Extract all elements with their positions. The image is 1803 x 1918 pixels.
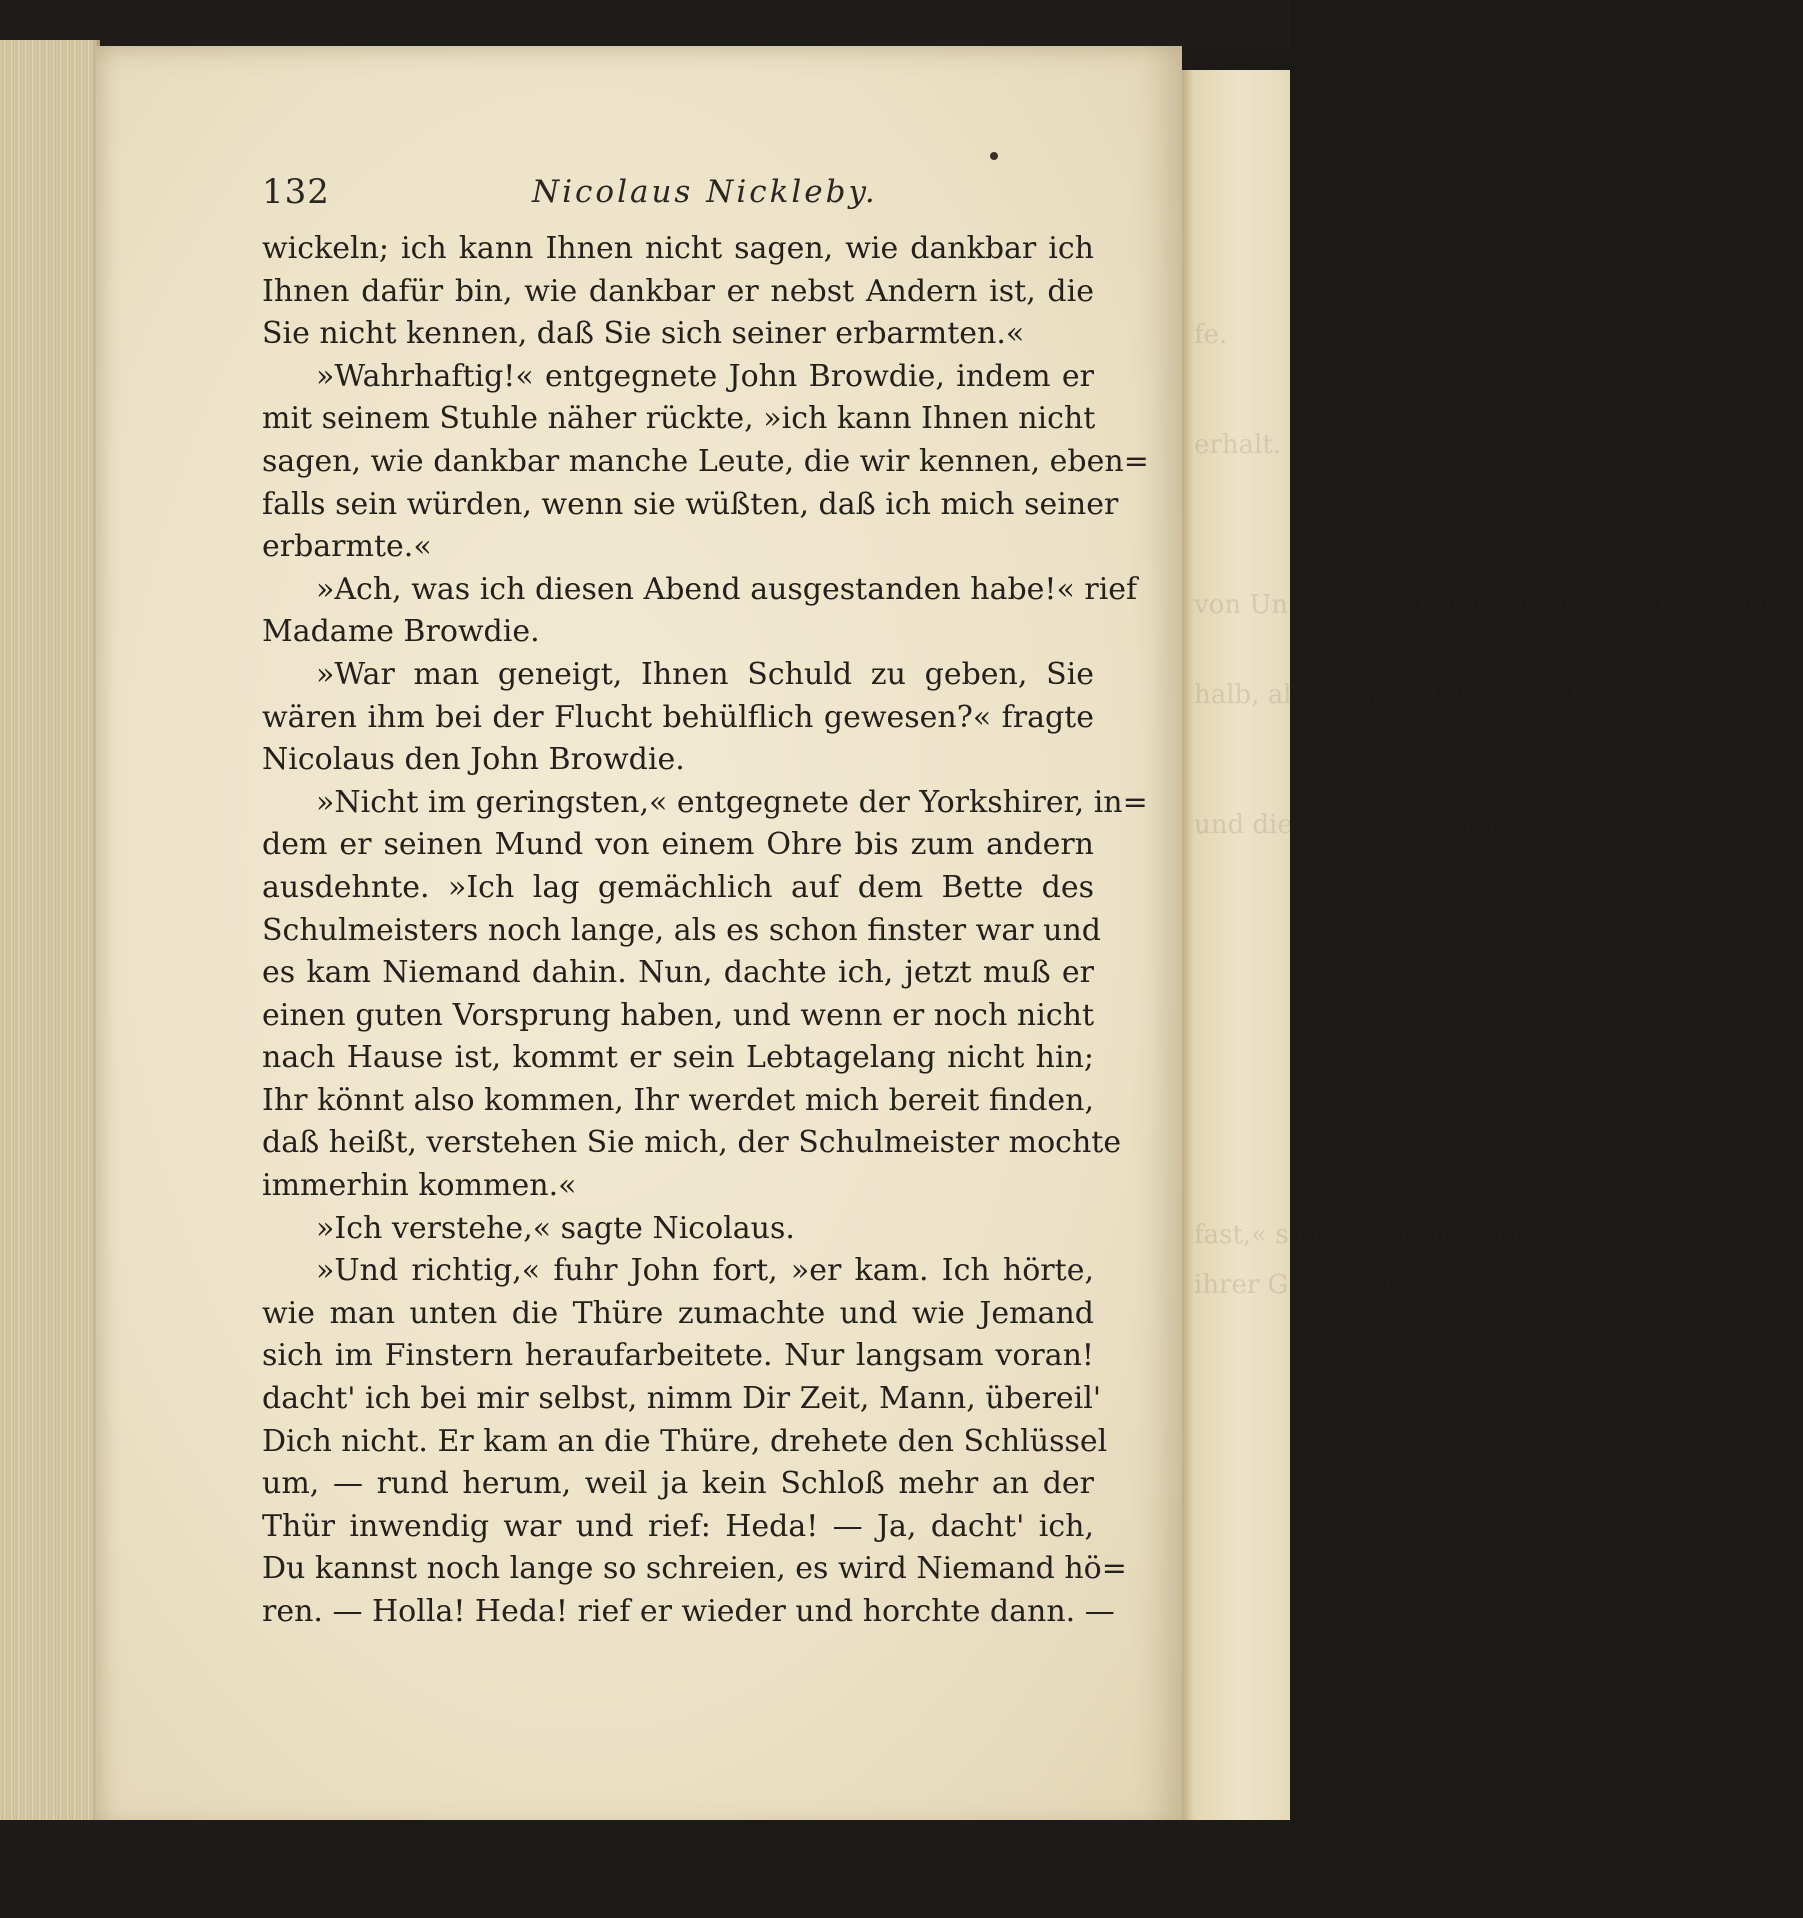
- text-line: »War man geneigt, Ihnen Schuld zu geben, Sie: [316, 656, 1094, 692]
- text-line: ren. — Holla! Heda! rief er wieder und horchte dann. —: [262, 1594, 1115, 1629]
- bleed-line: halb, als sie sah, daß er nichts über: [1194, 680, 1665, 710]
- text-line: Schulmeisters noch lange, als es schon finster war und: [262, 912, 1101, 948]
- scan-bottom-border: [0, 1820, 1290, 1918]
- scan-top-border: [0, 0, 1290, 48]
- text-line: erbarmte.«: [262, 529, 432, 565]
- text-line: mit seinem Stuhle näher rückte, »ich kann Ihnen nicht: [262, 401, 1096, 437]
- text-line: »Und richtig,« fuhr John fort, »er kam. Ich hörte,: [316, 1253, 1094, 1289]
- text-line: immerhin kommen.«: [262, 1168, 577, 1204]
- text-line: um, — rund herum, weil ja kein Schloß mehr an der: [262, 1466, 1094, 1502]
- text-line: daß heißt, verstehen Sie mich, der Schulmeister mochte: [262, 1125, 1122, 1161]
- bleed-line: fe.: [1194, 320, 1228, 350]
- bleed-line: erhalt.: [1194, 430, 1282, 460]
- page-number: 132: [262, 172, 330, 212]
- text-line: Nicolaus den John Browdie.: [262, 742, 685, 778]
- text-line: Madame Browdie.: [262, 614, 540, 650]
- bleed-line: ihrer Gesandt die ich: [1194, 1270, 1473, 1300]
- text-line: sagen, wie dankbar manche Leute, die wir kennen, eben=: [262, 443, 1149, 479]
- facing-page-edge: [1180, 70, 1803, 1830]
- text-line: es kam Niemand dahin. Nun, dachte ich, jetzt muß er: [262, 955, 1094, 991]
- text-line: Thür inwendig war und rief: Heda! — Ja, dacht' ich,: [262, 1508, 1094, 1544]
- text-line: Dich nicht. Er kam an die Thüre, drehete den Schlüssel: [262, 1423, 1108, 1459]
- text-line: einen guten Vorsprung haben, und wenn er noch nicht: [262, 997, 1094, 1033]
- text-line: »Nicht im geringsten,« entgegnete der Yorkshirer, in=: [316, 784, 1148, 820]
- page-stack-edges: [0, 40, 100, 1840]
- text-line: »Wahrhaftig!« entgegnete John Browdie, indem er: [316, 358, 1094, 394]
- page-header: [262, 172, 1092, 220]
- text-line: wie man unten die Thüre zumachte und wie Jemand: [262, 1295, 1094, 1331]
- bleed-line: von Unterbrechungen von dem sanften Gleich: [1194, 590, 1803, 620]
- text-line: Ihnen dafür bin, wie dankbar er nebst Andern ist, die: [262, 273, 1094, 309]
- text-line: dem er seinen Mund von einem Ohre bis zum andern: [262, 827, 1094, 863]
- text-line: dacht' ich bei mir selbst, nimm Dir Zeit, Mann, übereil': [262, 1381, 1102, 1417]
- text-line: ausdehnte. »Ich lag gemächlich auf dem Bette des: [262, 869, 1094, 905]
- running-head: Nicolaus Nickleby.: [532, 174, 878, 210]
- page-body-text: [262, 228, 1149, 1634]
- text-line: Du kannst noch lange so schreien, es wird Niemand hö=: [262, 1551, 1127, 1587]
- bleed-line: und die Ueberraschung: [1194, 810, 1506, 840]
- text-line: Ihr könnt also kommen, Ihr werdet mich bereit finden,: [262, 1082, 1094, 1118]
- text-line: falls sein würden, wenn sie wüßten, daß ich mich seiner: [262, 486, 1119, 522]
- text-line: nach Hause ist, kommt er sein Lebtagelang nicht hin;: [262, 1040, 1094, 1076]
- text-line: wickeln; ich kann Ihnen nicht sagen, wie dankbar ich: [262, 231, 1094, 266]
- text-line: »Ach, was ich diesen Abend ausgestanden habe!« rief: [316, 571, 1138, 607]
- text-line: sich im Finstern heraufarbeitete. Nur langsam voran!: [262, 1338, 1094, 1374]
- text-line: Sie nicht kennen, daß Sie sich seiner erbarmten.«: [262, 316, 1025, 352]
- text-line: »Ich verstehe,« sagte Nicolaus.: [316, 1210, 795, 1246]
- ink-speck: [990, 152, 998, 160]
- bleed-line: fast,« sagte Nicolaus, bin um: [1194, 1220, 1579, 1250]
- text-line: wären ihm bei der Flucht behülflich gewesen?« fragte: [262, 699, 1094, 735]
